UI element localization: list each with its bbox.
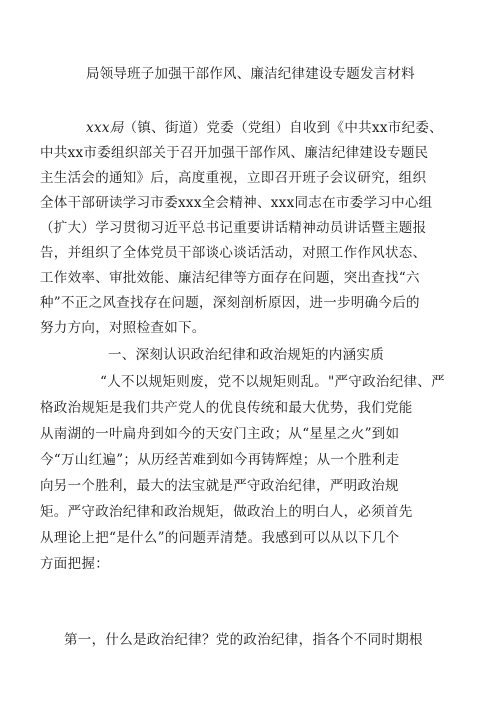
paragraph-line: 种”不正之风查找存在问题，深刻剖析原因，进一步明确今后的 <box>40 295 420 311</box>
paragraph-line: 今“万山红遍”；从历经苦难到如今再铸辉煌；从一个胜利走 <box>40 452 400 468</box>
section-heading: 一、深刻认识政治纪律和政治规矩的内涵实质 <box>108 347 384 363</box>
paragraph-line: 告，并组织了全体党员干部谈心谈话活动，对照工作作风状态、 <box>40 245 427 261</box>
paragraph-line: 向另一个胜利，最大的法宝就是严守政治纪律，严明政治规 <box>40 478 399 494</box>
paragraph-line: 中共xx市委组织部关于召开加强干部作风、廉洁纪律建设专题民 <box>40 145 429 161</box>
line-text: （镇、街道）党委（党组）自收到《中共xx市纪委、 <box>123 120 443 136</box>
paragraph-line: 从理论上把“是什么”的问题弄清楚。我感到可以从以下几个 <box>40 530 400 546</box>
paragraph-line: 方面把握： <box>40 556 109 572</box>
bureau-placeholder: xxx局 <box>86 120 124 136</box>
paragraph-line: 努力方向，对照检查如下。 <box>40 320 206 336</box>
paragraph-line: （扩大）学习贯彻习近平总书记重要讲话精神动员讲话暨主题报 <box>40 220 427 236</box>
paragraph-line: 第一，什么是政治纪律？党的政治纪律，指各个不同时期根 <box>64 632 423 648</box>
paragraph-line: 工作效率、审批效能、廉洁纪律等方面存在问题，突出查找“六 <box>40 270 420 286</box>
paragraph-line: “人不以规矩则废，党不以规矩则乱。"严守政治纪律、严 <box>100 374 445 390</box>
document-title: 局领导班子加强干部作风、廉洁纪律建设专题发言材料 <box>86 66 415 82</box>
paragraph-line <box>86 118 443 138</box>
paragraph-line: 格政治规矩是我们共产党人的优良传统和最大优势，我们党能 <box>40 400 413 416</box>
paragraph-line: 从南湖的一叶扁舟到如今的天安门主政；从“星星之火”到如 <box>40 426 400 442</box>
paragraph-line: 矩。严守政治纪律和政治规矩，做政治上的明白人，必须首先 <box>40 504 413 520</box>
paragraph-line: 主生活会的通知》后，高度重视，立即召开班子会议研究，组织 <box>40 170 427 186</box>
paragraph-line: 全体干部研读学习市委xxx全会精神、xxx同志在市委学习中心组 <box>40 195 433 211</box>
